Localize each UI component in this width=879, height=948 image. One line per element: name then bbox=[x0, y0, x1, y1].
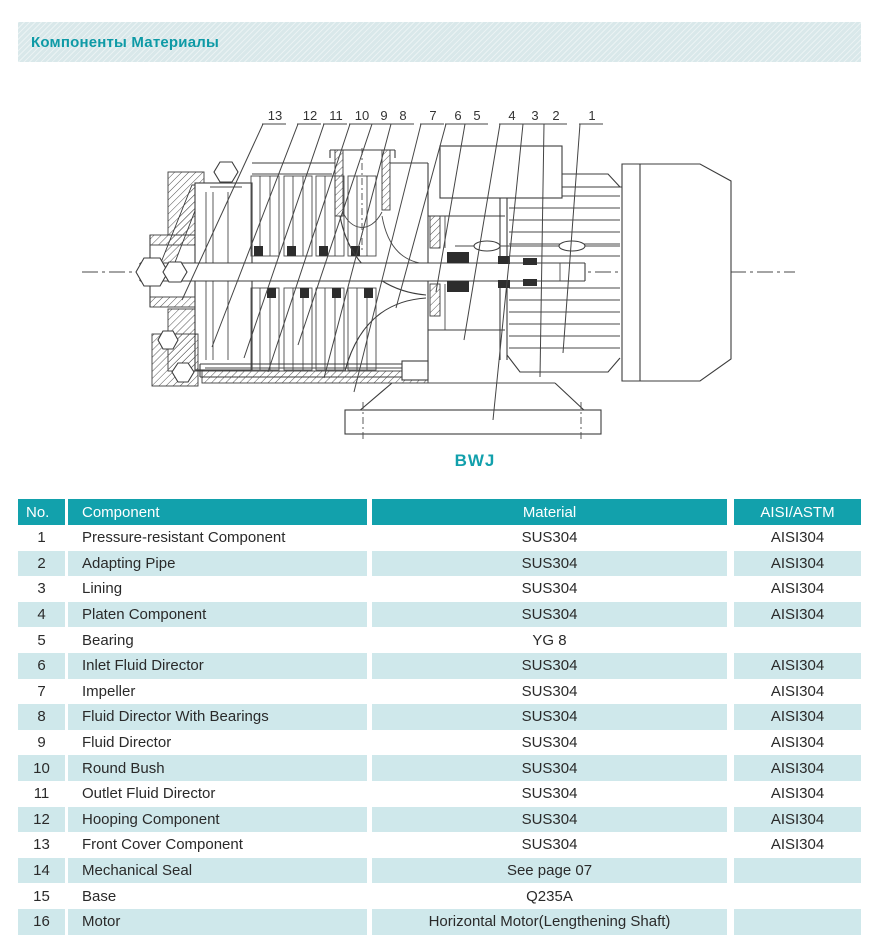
table-header-row bbox=[18, 499, 861, 525]
cell-aisi: AISI304 bbox=[770, 682, 825, 700]
table-row bbox=[18, 576, 861, 602]
cell-material: SUS304 bbox=[372, 755, 734, 781]
table-row bbox=[18, 755, 861, 781]
cell-no: 6 bbox=[18, 653, 68, 679]
cell-aisi: AISI304 bbox=[734, 602, 861, 628]
table-row bbox=[18, 730, 861, 756]
pump-cross-section-diagram bbox=[0, 95, 879, 455]
pump-diagram-svg bbox=[0, 95, 879, 455]
column-header-material: Material bbox=[372, 499, 734, 525]
cell-material: See page 07 bbox=[372, 858, 734, 884]
components-table bbox=[18, 499, 861, 935]
cell-no: 9 bbox=[18, 730, 68, 756]
callout-label: 12 bbox=[302, 108, 318, 123]
cell-no: 12 bbox=[18, 807, 68, 833]
table-row bbox=[18, 627, 861, 653]
table-row bbox=[18, 679, 861, 705]
cell-component: Round Bush bbox=[68, 755, 372, 781]
callout-label: 10 bbox=[354, 108, 370, 123]
cell-aisi: AISI304 bbox=[770, 734, 825, 752]
cell-no: 15 bbox=[18, 883, 68, 909]
callout-label: 13 bbox=[267, 108, 283, 123]
column-header-aisi-astm: AISI/ASTM bbox=[734, 499, 861, 525]
cell-no: 14 bbox=[18, 858, 68, 884]
table-row bbox=[18, 858, 861, 884]
table-row bbox=[18, 832, 861, 858]
cell-material: SUS304 bbox=[372, 525, 734, 551]
table-body bbox=[18, 525, 861, 935]
cell-material: SUS304 bbox=[372, 602, 734, 628]
table-row bbox=[18, 551, 861, 577]
section-title: Компоненты Материалы bbox=[31, 33, 219, 51]
cell-aisi: AISI304 bbox=[734, 551, 861, 577]
callout-label: 2 bbox=[552, 108, 560, 123]
table-row bbox=[18, 807, 861, 833]
cell-material: SUS304 bbox=[372, 653, 734, 679]
base-assembly bbox=[345, 383, 601, 442]
callout-label: 5 bbox=[473, 108, 481, 123]
cell-material: YG 8 bbox=[372, 627, 734, 653]
cell-component: Platen Component bbox=[68, 602, 372, 628]
cell-aisi: AISI304 bbox=[770, 836, 825, 854]
shaft-nut bbox=[163, 262, 187, 282]
cell-material: SUS304 bbox=[372, 730, 734, 756]
column-header-component: Component bbox=[68, 499, 372, 525]
cell-no: 10 bbox=[18, 755, 68, 781]
table-row bbox=[18, 883, 861, 909]
cell-material: SUS304 bbox=[372, 576, 734, 602]
fan-cover bbox=[622, 164, 731, 381]
cell-no: 4 bbox=[18, 602, 68, 628]
cell-aisi: AISI304 bbox=[734, 807, 861, 833]
cell-component: Motor bbox=[68, 909, 372, 935]
cell-component: Adapting Pipe bbox=[68, 551, 372, 577]
column-header-no: No. bbox=[18, 499, 68, 525]
callout-numbers bbox=[268, 108, 596, 123]
cell-aisi bbox=[734, 909, 861, 935]
cell-no: 1 bbox=[18, 525, 68, 551]
cell-material: Horizontal Motor(Lengthening Shaft) bbox=[372, 909, 734, 935]
cell-no: 2 bbox=[18, 551, 68, 577]
callout-label: 11 bbox=[329, 108, 343, 123]
cell-component: Fluid Director bbox=[68, 730, 372, 756]
cell-material: SUS304 bbox=[372, 781, 734, 807]
cell-aisi bbox=[734, 883, 861, 909]
cell-no: 16 bbox=[18, 909, 68, 935]
callout-label: 6 bbox=[454, 108, 462, 123]
cell-aisi bbox=[734, 858, 861, 884]
cell-no: 3 bbox=[18, 576, 68, 602]
cell-material: SUS304 bbox=[372, 832, 734, 858]
cell-no: 7 bbox=[18, 679, 68, 705]
callout-label: 4 bbox=[508, 108, 516, 123]
cell-component: Fluid Director With Bearings bbox=[68, 704, 372, 730]
cell-aisi: AISI304 bbox=[734, 755, 861, 781]
cell-aisi: AISI304 bbox=[770, 529, 825, 547]
callout-label: 7 bbox=[429, 108, 437, 123]
cell-component: Mechanical Seal bbox=[68, 858, 372, 884]
cell-aisi bbox=[734, 627, 861, 653]
cell-material: Q235A bbox=[372, 883, 734, 909]
cell-component: Impeller bbox=[68, 679, 372, 705]
table-row bbox=[18, 653, 861, 679]
cell-material: SUS304 bbox=[372, 551, 734, 577]
table-row bbox=[18, 525, 861, 551]
cell-component: Pressure-resistant Component bbox=[68, 525, 372, 551]
cell-no: 8 bbox=[18, 704, 68, 730]
cell-component: Base bbox=[68, 883, 372, 909]
section-header-bar bbox=[18, 22, 861, 62]
callout-label: 9 bbox=[380, 108, 388, 123]
cell-component: Lining bbox=[68, 576, 372, 602]
callout-label: 1 bbox=[588, 108, 596, 123]
table-row bbox=[18, 602, 861, 628]
table-row bbox=[18, 781, 861, 807]
cell-aisi: AISI304 bbox=[770, 785, 825, 803]
cell-aisi: AISI304 bbox=[770, 580, 825, 598]
cell-component: Hooping Component bbox=[68, 807, 372, 833]
callout-label: 3 bbox=[531, 108, 539, 123]
cell-material: SUS304 bbox=[372, 679, 734, 705]
cell-component: Inlet Fluid Director bbox=[68, 653, 372, 679]
callout-label: 8 bbox=[399, 108, 407, 123]
model-caption: BWJ bbox=[454, 451, 496, 470]
table-row bbox=[18, 704, 861, 730]
cell-no: 11 bbox=[18, 781, 68, 807]
cell-material: SUS304 bbox=[372, 704, 734, 730]
cell-material: SUS304 bbox=[372, 807, 734, 833]
cell-component: Outlet Fluid Director bbox=[68, 781, 372, 807]
table-row bbox=[18, 909, 861, 935]
cell-aisi: AISI304 bbox=[734, 653, 861, 679]
cell-no: 13 bbox=[18, 832, 68, 858]
cell-component: Front Cover Component bbox=[68, 832, 372, 858]
cell-no: 5 bbox=[18, 627, 68, 653]
cell-component: Bearing bbox=[68, 627, 372, 653]
cell-aisi: AISI304 bbox=[734, 704, 861, 730]
